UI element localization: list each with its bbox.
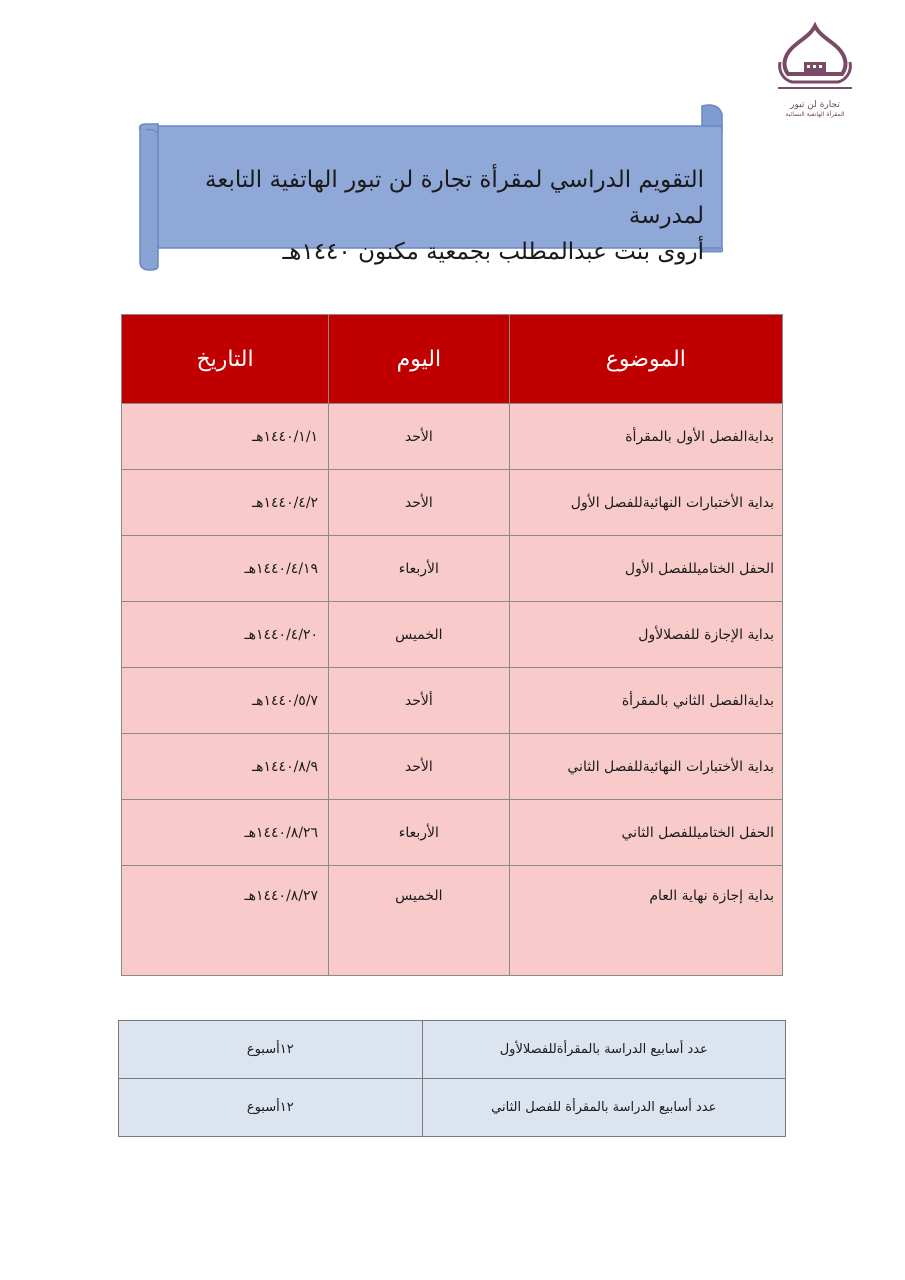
table-row bbox=[122, 668, 783, 734]
row-day: الأحد bbox=[329, 404, 510, 470]
row-topic: بداية إجازة نهاية العام bbox=[509, 866, 782, 976]
row-topic: بداية الأختبارات النهائيةللفصل الثاني bbox=[509, 734, 782, 800]
row-day: الأربعاء bbox=[329, 536, 510, 602]
row-date: ١٤٤٠/٤/١٩هـ bbox=[122, 536, 329, 602]
summary-row bbox=[119, 1079, 786, 1137]
title-banner bbox=[134, 100, 726, 272]
weeks-summary-table bbox=[118, 1020, 786, 1137]
table-row bbox=[122, 470, 783, 536]
association-logo bbox=[770, 22, 860, 132]
table-row bbox=[122, 866, 783, 976]
row-date: ١٤٤٠/٥/٧هـ bbox=[122, 668, 329, 734]
mosque-dome-icon bbox=[770, 22, 860, 100]
logo-name: تجارة لن تبور bbox=[790, 100, 840, 110]
row-topic: الحفل الختاميللفصل الأول bbox=[509, 536, 782, 602]
row-date: ١٤٤٠/٨/٩هـ bbox=[122, 734, 329, 800]
summary-row bbox=[119, 1021, 786, 1079]
row-date: ١٤٤٠/٤/٢هـ bbox=[122, 470, 329, 536]
title-line-1: التقويم الدراسي لمقرأة تجارة لن تبور الهاتفية التابعة لمدرسة bbox=[205, 167, 704, 229]
summary-value: ١٢أسبوع bbox=[119, 1079, 423, 1137]
table-row bbox=[122, 734, 783, 800]
row-date: ١٤٤٠/١/١هـ bbox=[122, 404, 329, 470]
row-day: الأربعاء bbox=[329, 800, 510, 866]
row-day: الأحد bbox=[329, 734, 510, 800]
table-row bbox=[122, 404, 783, 470]
summary-label: عدد أسابيع الدراسة بالمقرأة للفصل الثاني bbox=[422, 1079, 785, 1137]
row-day: الخميس bbox=[329, 602, 510, 668]
header-day: اليوم bbox=[329, 315, 510, 404]
row-topic: الحفل الختاميللفصل الثاني bbox=[509, 800, 782, 866]
row-date: ١٤٤٠/٤/٢٠هـ bbox=[122, 602, 329, 668]
page-title bbox=[174, 162, 704, 270]
row-day: ألأحد bbox=[329, 668, 510, 734]
schedule-header-row bbox=[122, 315, 783, 404]
row-date: ١٤٤٠/٨/٢٦هـ bbox=[122, 800, 329, 866]
logo-subtitle: المقرأة الهاتفية النسائية bbox=[785, 111, 845, 118]
header-topic: الموضوع bbox=[509, 315, 782, 404]
row-topic: بدايةالفصل الأول بالمقرأة bbox=[509, 404, 782, 470]
row-date: ١٤٤٠/٨/٢٧هـ bbox=[122, 866, 329, 976]
schedule-table bbox=[121, 314, 783, 976]
summary-value: ١٢أسبوع bbox=[119, 1021, 423, 1079]
title-line-2: أروى بنت عبدالمطلب بجمعية مكنون ١٤٤٠هـ bbox=[282, 239, 704, 265]
table-row bbox=[122, 536, 783, 602]
header-date: التاريخ bbox=[122, 315, 329, 404]
table-row bbox=[122, 602, 783, 668]
row-day: الأحد bbox=[329, 470, 510, 536]
table-row bbox=[122, 800, 783, 866]
row-day: الخميس bbox=[329, 866, 510, 976]
row-topic: بداية الإجازة للفصلالأول bbox=[509, 602, 782, 668]
row-topic: بداية الأختبارات النهائيةللفصل الأول bbox=[509, 470, 782, 536]
summary-label: عدد أسابيع الدراسة بالمقرأةللفصلالأول bbox=[422, 1021, 785, 1079]
row-topic: بدايةالفصل الثاني بالمقرأة bbox=[509, 668, 782, 734]
